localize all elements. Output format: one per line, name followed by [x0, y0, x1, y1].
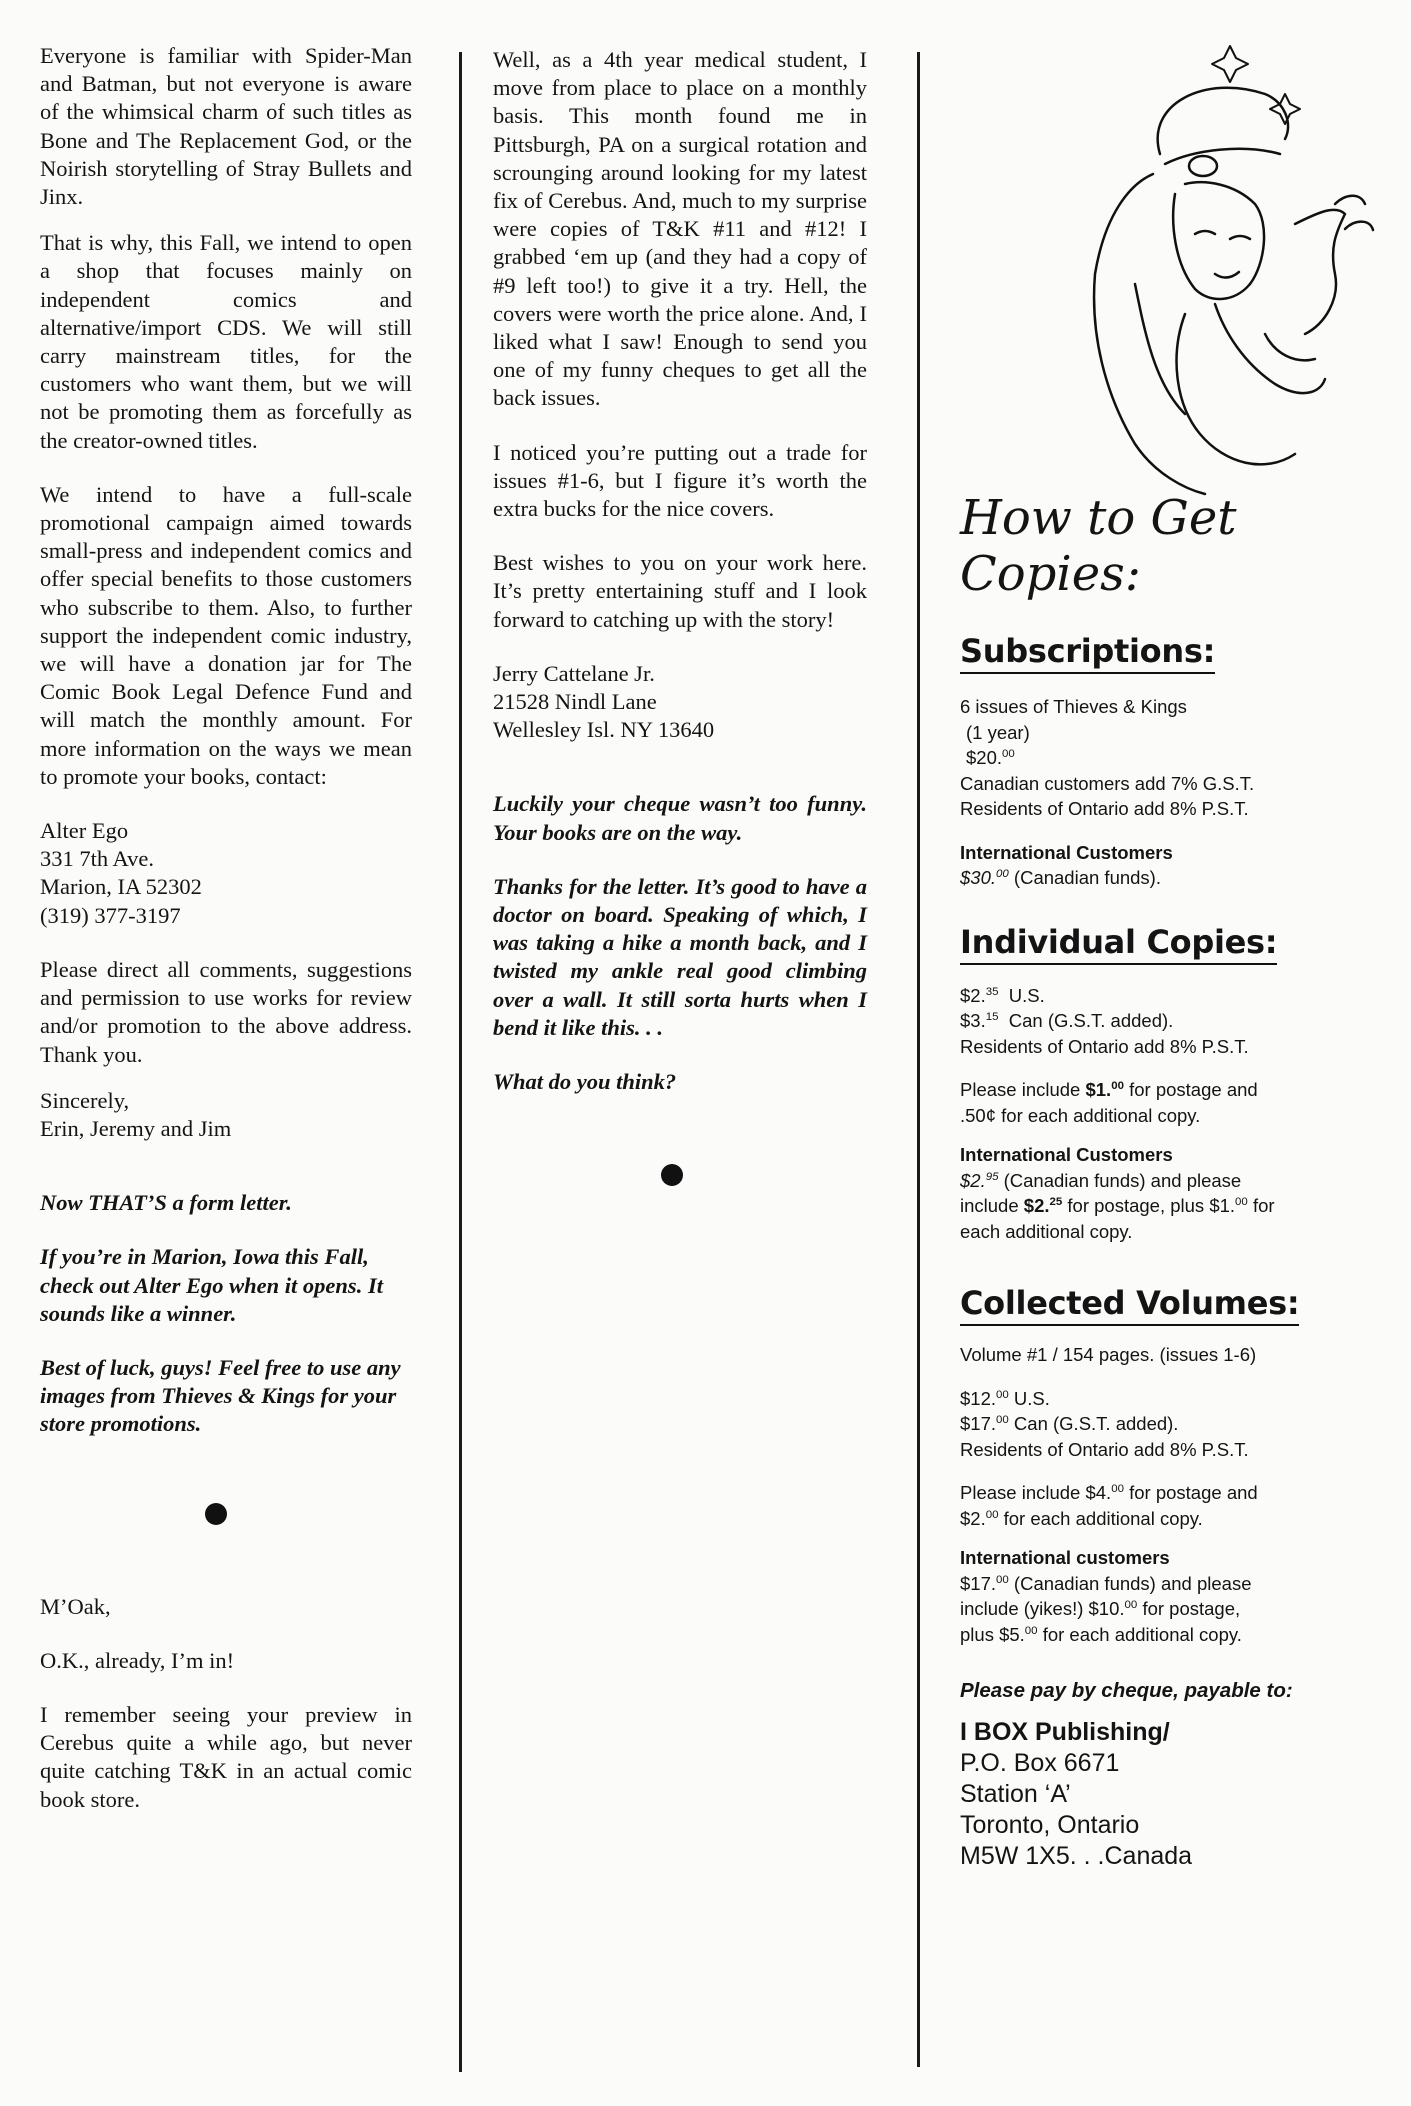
signers: Erin, Jeremy and Jim: [40, 1115, 232, 1141]
publisher-address-line: Toronto, Ontario: [960, 1811, 1140, 1839]
individual-heading: Individual Copies:: [960, 923, 1277, 965]
order-title: How to Get Copies:: [960, 490, 1237, 602]
editor-reply: Best of luck, guys! Feel free to use any images from Thieves & Kings for your store promotions.: [40, 1354, 401, 1437]
letter-paragraph: Everyone is familiar with Spider-Man and Batman, but not everyone is aware of the whimsical charm of such titles as Bone and The Replacement God, or the Noirish storytelling of Stray Bullets and Jinx.: [40, 43, 412, 210]
address-line: Wellesley Isl. NY 13640: [493, 717, 715, 743]
address-line: Marion, IA 52302: [40, 874, 202, 900]
indiv-intl-line: include $2.25 for postage, plus $1.00 for: [960, 1195, 1275, 1216]
publisher-address-line: M5W 1X5. . .Canada: [960, 1842, 1193, 1870]
payment-section: [960, 1677, 1390, 1872]
vol-intl-line: plus $5.00 for each additional copy.: [960, 1623, 1242, 1645]
subs-intl-heading: International Customers: [960, 841, 1173, 863]
vol-line: Residents of Ontario add 8% P.S.T.: [960, 1438, 1249, 1460]
publisher-address-line: P.O. Box 6671: [960, 1749, 1120, 1777]
subs-line: (1 year): [966, 721, 1030, 743]
section-bullet: [661, 1164, 683, 1186]
editor-reply: Thanks for the letter. It’s good to have a doctor on board. Speaking of which, I was taking a hike a month back, and I twisted my ankle real good climbing over a wall. It still sorta hurts when I bend it like this. . .: [493, 873, 867, 1040]
publisher-name: I BOX Publishing/: [960, 1718, 1170, 1746]
volumes-heading: Collected Volumes:: [960, 1284, 1299, 1326]
editor-reply: If you’re in Marion, Iowa this Fall, check out Alter Ego when it opens. It sounds like a winner.: [40, 1244, 383, 1326]
vol-can-price: $17.00 Can (G.S.T. added).: [960, 1413, 1179, 1434]
writer-address: [493, 660, 867, 745]
column-rule-left: [459, 52, 462, 2072]
vol-intl-line: include (yikes!) $10.00 for postage,: [960, 1598, 1241, 1619]
individual-copies-section: [960, 923, 1390, 1245]
vol-intl-heading: International customers: [960, 1547, 1170, 1568]
letter-paragraph: I noticed you’re putting out a trade for issues #1-6, but I figure it’s worth the extra bucks for the nice covers.: [493, 439, 867, 522]
order-info-column: [960, 34, 1390, 1872]
subs-intl-price: $30.00 (Canadian funds).: [960, 867, 1161, 888]
editor-reply: Now THAT’S a form letter.: [40, 1190, 292, 1216]
column-rule-right: [917, 52, 920, 2067]
character-illustration: [1035, 34, 1411, 504]
vol-intl-line: $17.00 (Canadian funds) and please: [960, 1572, 1252, 1594]
address-line: Alter Ego: [40, 818, 129, 844]
collected-volumes-section: [960, 1284, 1390, 1647]
indiv-can-price: $3.15 Can (G.S.T. added).: [960, 1010, 1174, 1031]
vol-us-price: $12.00 U.S.: [960, 1387, 1050, 1409]
indiv-line: Residents of Ontario add 8% P.S.T.: [960, 1035, 1249, 1057]
indiv-line: .50¢ for each additional copy.: [960, 1104, 1201, 1126]
subscriptions-heading: Subscriptions:: [960, 632, 1215, 674]
vol-postage: Please include $4.00 for postage and: [960, 1482, 1258, 1503]
indiv-us-price: $2.35 U.S.: [960, 984, 1045, 1006]
subs-line: Residents of Ontario add 8% P.S.T.: [960, 798, 1249, 819]
letters-column-2: [493, 46, 867, 1186]
letter-paragraph: That is why, this Fall, we intend to open a shop that focuses mainly on independent comics and alternative/import CDS. We will still carry mainstream titles, for the customers who want them, but we will not be promoting them as forcefully as the creator-owned titles.: [40, 230, 412, 453]
address-line: Jerry Cattelane Jr.: [493, 660, 655, 686]
payment-note: Please pay by cheque, payable to:: [960, 1679, 1293, 1702]
address-line: (319) 377-3197: [40, 902, 181, 928]
subs-line: 6 issues of Thieves & Kings: [960, 696, 1187, 717]
letter-paragraph: We intend to have a full-scale promotional campaign aimed towards small-press and independent comics and offer special benefits to those customers who subscribe to them. Also, to further support the independent comic industry, we will have a donation jar for The Comic Book Legal Defence Fund and will match the monthly amount. For more information on the ways we mean to promote your books, contact:: [40, 481, 412, 789]
address-line: 331 7th Ave.: [40, 846, 154, 872]
letter-paragraph: O.K., already, I’m in!: [40, 1647, 235, 1673]
vol-postage-2: $2.00 for each additional copy.: [960, 1507, 1203, 1529]
indiv-postage: Please include $1.00 for postage and: [960, 1079, 1258, 1100]
volume-line: Volume #1 / 154 pages. (issues 1-6): [960, 1344, 1257, 1365]
indiv-intl-line: $2.95 (Canadian funds) and please: [960, 1169, 1242, 1191]
section-bullet: [205, 1503, 227, 1525]
editor-reply: Luckily your cheque wasn’t too funny. Your books are on the way.: [493, 791, 867, 845]
sign-off: Sincerely,: [40, 1087, 130, 1113]
subs-price: $20.00: [966, 747, 1015, 768]
letter-paragraph: Well, as a 4th year medical student, I move from place to place on a monthly basis. This month found me in Pittsburgh, PA on a surgical rotation and scrounging around looking for my latest fix of Cerebus. And, much to my surprise were copies of T&K #11 and #12! I grabbed ‘em up (and they had a copy of #9 left too!) to give it a try. Hell, the covers were worth the price alone. And, I liked what I saw! Enough to send you one of my funny cheques to get all the back issues.: [493, 47, 867, 411]
subscriptions-section: [960, 632, 1390, 891]
store-address: [40, 817, 412, 930]
subs-line: Canadian customers add 7% G.S.T.: [960, 772, 1255, 794]
editor-reply: What do you think?: [493, 1069, 677, 1095]
publisher-address-line: Station ‘A’: [960, 1780, 1071, 1808]
letters-column-1: [40, 42, 412, 1814]
indiv-intl-heading: International Customers: [960, 1144, 1173, 1165]
letter-paragraph: I remember seeing your preview in Cerebus quite a while ago, but never quite catching T&K in an actual comic book store.: [40, 1701, 412, 1812]
letter-paragraph: Please direct all comments, suggestions and permission to use works for review and/or promotion to the above address. Thank you.: [40, 956, 412, 1067]
address-line: 21528 Nindl Lane: [493, 689, 657, 715]
letter-salutation: M’Oak,: [40, 1593, 111, 1619]
letter-paragraph: Best wishes to you on your work here. It’s pretty entertaining stuff and I look forward to catching up with the story!: [493, 550, 867, 632]
indiv-line: each additional copy.: [960, 1220, 1133, 1242]
